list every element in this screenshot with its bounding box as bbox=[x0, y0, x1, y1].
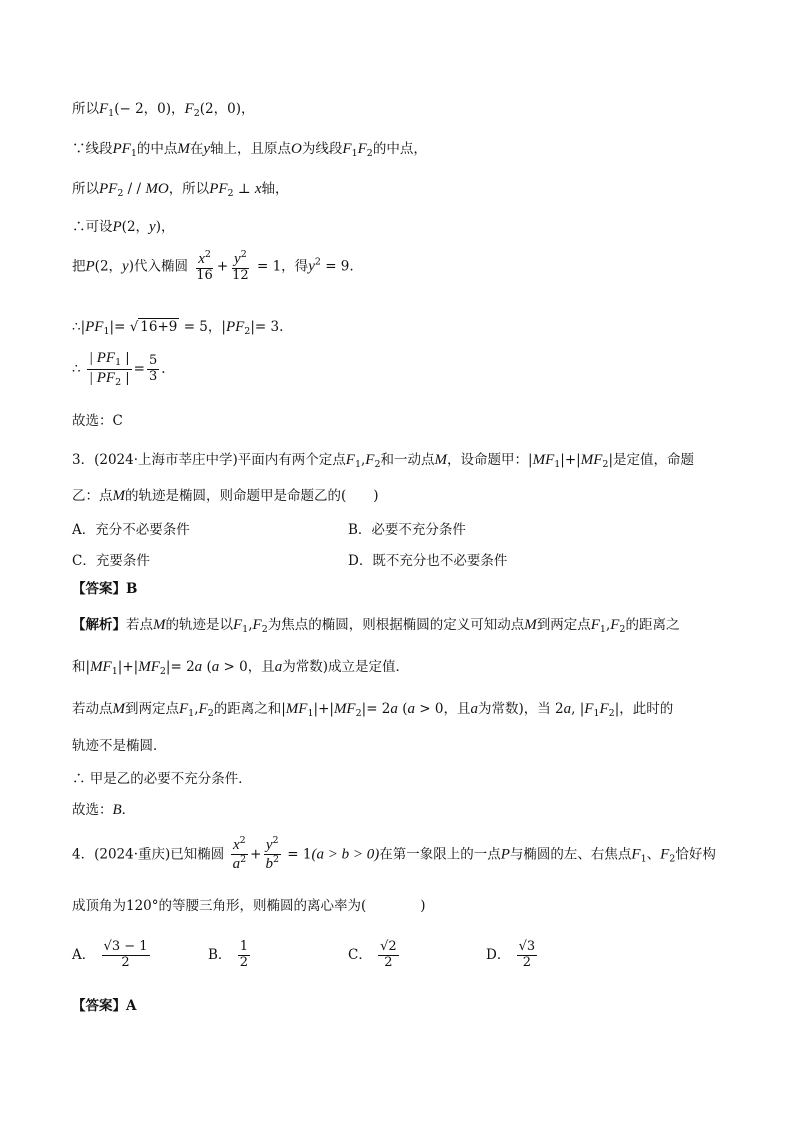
q4-option-d bbox=[486, 940, 539, 971]
solution-line-7 bbox=[72, 350, 166, 389]
text: > 0，且 bbox=[419, 701, 471, 717]
text: = 5，| bbox=[183, 319, 226, 335]
text: |= 3 bbox=[250, 319, 280, 335]
text: 乙：点 bbox=[72, 488, 113, 504]
numerator: 1 bbox=[239, 939, 248, 954]
plus-sign: + bbox=[216, 258, 229, 275]
text: | bbox=[121, 370, 130, 386]
text: )代入椭圆 bbox=[128, 258, 188, 275]
text: , bbox=[605, 617, 611, 633]
text: ，设命题甲：| bbox=[447, 452, 533, 468]
fraction-x2-a2 bbox=[231, 836, 249, 874]
text: 为常数)，当 2 bbox=[477, 701, 564, 717]
text: 把 bbox=[72, 258, 86, 275]
period: . bbox=[349, 258, 354, 275]
text: |是定值，命题 bbox=[608, 452, 694, 468]
var: y bbox=[265, 837, 273, 853]
q3-analysis-line-2 bbox=[72, 658, 409, 677]
subscript: 1 bbox=[307, 708, 314, 719]
denominator: 2 bbox=[239, 954, 248, 970]
var: PF bbox=[112, 141, 131, 157]
denominator: 3 bbox=[148, 368, 158, 384]
superscript: 2 bbox=[272, 854, 279, 866]
var: F bbox=[252, 617, 262, 633]
var: MO bbox=[145, 181, 169, 197]
superscript: 2 bbox=[240, 249, 247, 260]
subscript: 1 bbox=[188, 708, 195, 719]
fraction-x2-16 bbox=[194, 250, 215, 284]
subscript: 1 bbox=[103, 326, 110, 337]
text: 、 bbox=[646, 846, 661, 863]
text: (2， bbox=[121, 219, 150, 235]
sqrt: √ 16+9 bbox=[129, 319, 178, 335]
fraction-pf-ratio bbox=[87, 350, 132, 389]
var: F bbox=[179, 701, 189, 717]
period: . bbox=[279, 319, 284, 335]
solution-line-4 bbox=[72, 218, 174, 236]
q3-option-c: C．充要条件 bbox=[72, 553, 150, 569]
subscript: 1 bbox=[130, 148, 137, 159]
q4-answer: 【答案】A bbox=[72, 998, 137, 1014]
var: M bbox=[112, 488, 125, 504]
q3-option-a: A．充分不必要条件 bbox=[72, 522, 190, 538]
text: ( bbox=[402, 701, 408, 717]
denominator: 16 bbox=[196, 268, 213, 284]
text: 的轨迹是椭圆，则命题甲是命题乙的( ) bbox=[125, 488, 379, 504]
numerator: √3 − 1 bbox=[103, 939, 148, 954]
text: )， bbox=[155, 219, 175, 235]
text: (2， bbox=[94, 258, 123, 275]
text: ∴| bbox=[72, 319, 86, 335]
var: F bbox=[599, 701, 609, 717]
var: a bbox=[232, 856, 241, 873]
option-c-fraction bbox=[378, 940, 399, 971]
var: F bbox=[631, 846, 641, 863]
var: x bbox=[254, 181, 262, 197]
var: F bbox=[198, 701, 208, 717]
solution-line-5 bbox=[72, 250, 354, 284]
var: M bbox=[524, 617, 537, 633]
q4-option-b bbox=[208, 940, 252, 971]
subscript: 1 bbox=[115, 357, 122, 368]
var: y bbox=[203, 141, 211, 157]
var: a bbox=[470, 701, 478, 717]
q3-option-b: B．必要不充分条件 bbox=[348, 522, 466, 538]
var: M bbox=[434, 452, 448, 468]
var: a bbox=[563, 701, 572, 717]
var: F bbox=[590, 617, 600, 633]
numerator: √3 bbox=[518, 939, 536, 954]
text: 3．(2024·上海市莘庄中学)平面内有两个定点 bbox=[72, 452, 346, 468]
subscript: 1 bbox=[354, 459, 361, 470]
var: MF bbox=[532, 452, 555, 468]
var: | PF bbox=[88, 350, 116, 366]
subscript: 2 bbox=[117, 188, 124, 199]
var: a bbox=[194, 659, 203, 675]
subscript: 1 bbox=[640, 853, 647, 865]
text: |= 2 bbox=[165, 659, 195, 675]
text: ，所以 bbox=[168, 181, 210, 197]
option-b-fraction bbox=[238, 940, 250, 971]
text: 若点 bbox=[126, 617, 153, 633]
var: M bbox=[153, 617, 166, 633]
subscript: 2 bbox=[608, 708, 615, 719]
superscript: 2 bbox=[272, 835, 279, 846]
q3-analysis-line-4: 轨迹不是椭圆． bbox=[72, 738, 167, 754]
var: x bbox=[198, 251, 205, 267]
text: 为常数)成立是定值． bbox=[282, 659, 410, 675]
var: PF bbox=[85, 319, 104, 335]
var: B bbox=[112, 802, 122, 818]
numerator: √2 bbox=[380, 939, 397, 954]
subscript: 2 bbox=[355, 708, 362, 719]
var: F bbox=[365, 452, 375, 468]
text: 到两定点 bbox=[125, 701, 179, 717]
denominator: 2 bbox=[522, 954, 532, 970]
text: 与椭圆的左、右焦点 bbox=[509, 846, 632, 863]
text: 的距离之 bbox=[625, 617, 680, 633]
text: 的距离之和| bbox=[213, 701, 286, 717]
text: 的中点， bbox=[372, 141, 427, 157]
var: a bbox=[274, 659, 283, 675]
option-label: A． bbox=[72, 946, 96, 963]
parallel-sign: / / bbox=[127, 181, 142, 197]
fraction-y2-12 bbox=[230, 250, 251, 284]
var: O bbox=[291, 141, 302, 157]
fraction-5-3 bbox=[147, 354, 159, 385]
var: b bbox=[265, 856, 273, 873]
var: F bbox=[610, 617, 620, 633]
subscript: 1 bbox=[599, 624, 606, 635]
option-label: C． bbox=[348, 946, 372, 963]
var: PF bbox=[99, 181, 118, 197]
text: |= 2 bbox=[361, 701, 391, 717]
denominator: 2 bbox=[121, 954, 130, 970]
var: | PF bbox=[88, 369, 116, 386]
var: P bbox=[85, 258, 95, 275]
text: = 1 bbox=[287, 846, 312, 863]
text: |+| bbox=[313, 701, 334, 717]
text: 轴上，且原点 bbox=[210, 141, 292, 157]
var: x bbox=[232, 837, 240, 853]
text: |+| bbox=[117, 659, 139, 675]
var: y bbox=[308, 258, 315, 275]
option-label: B． bbox=[208, 946, 232, 963]
solution-line-3 bbox=[72, 180, 289, 199]
text: 和| bbox=[72, 659, 91, 675]
text: 若动点 bbox=[72, 701, 113, 717]
superscript: 2 bbox=[314, 256, 321, 268]
var-f: F bbox=[99, 101, 109, 117]
superscript: 2 bbox=[204, 249, 211, 260]
q3-stem-line-1 bbox=[72, 451, 694, 470]
text: ． bbox=[121, 802, 136, 818]
fraction-y2-b2 bbox=[263, 836, 281, 874]
subscript: 2 bbox=[374, 459, 381, 470]
text: 所以 bbox=[72, 101, 99, 117]
var: a bbox=[390, 701, 398, 717]
var: a bbox=[407, 701, 415, 717]
var: P bbox=[500, 846, 510, 863]
var: F bbox=[342, 141, 352, 157]
subscript: 2 bbox=[207, 708, 214, 719]
var: y bbox=[234, 251, 241, 267]
text: , bbox=[361, 452, 366, 468]
text: |，此时的 bbox=[614, 701, 674, 717]
var: F bbox=[233, 617, 243, 633]
subscript: 2 bbox=[619, 624, 626, 635]
var: M bbox=[177, 141, 190, 157]
radicand: 16+9 bbox=[140, 319, 178, 335]
var-f: F bbox=[184, 101, 194, 117]
var: PF bbox=[225, 319, 245, 335]
text: 故选： bbox=[72, 802, 113, 818]
subscript: 2 bbox=[366, 148, 373, 159]
solution-line-1 bbox=[72, 100, 254, 119]
q3-analysis-line-1 bbox=[72, 616, 679, 635]
q4-option-c bbox=[348, 940, 401, 971]
var: MF bbox=[580, 452, 603, 468]
var: F bbox=[584, 701, 594, 717]
text: > 0，且 bbox=[223, 659, 275, 675]
var: MF bbox=[138, 659, 160, 675]
subscript: 2 bbox=[602, 459, 609, 470]
text: , bbox=[194, 701, 199, 717]
subscript: 2 bbox=[244, 326, 251, 337]
text: = 9 bbox=[325, 258, 350, 275]
var: P bbox=[112, 219, 122, 235]
text: ∵线段 bbox=[72, 141, 113, 157]
text: 到两定点 bbox=[536, 617, 591, 633]
subscript: 2 bbox=[261, 624, 268, 635]
text: 为焦点的椭圆，则根据椭圆的定义可知动点 bbox=[267, 617, 525, 633]
text: 和一动点 bbox=[380, 452, 435, 468]
var: a bbox=[211, 659, 220, 675]
superscript: 2 bbox=[240, 854, 247, 866]
text: ∴可设 bbox=[72, 219, 113, 235]
numerator: 5 bbox=[148, 352, 158, 368]
text: (− 2，0)， bbox=[114, 101, 185, 117]
analysis-tag: 【解析】 bbox=[72, 617, 126, 633]
option-a-fraction bbox=[102, 940, 150, 971]
subscript: 2 bbox=[227, 188, 234, 199]
text: |+| bbox=[560, 452, 581, 468]
text: | bbox=[121, 351, 130, 366]
subscript: 1 bbox=[351, 148, 358, 159]
denominator: 12 bbox=[232, 268, 249, 284]
var: PF bbox=[209, 181, 228, 197]
option-label: D． bbox=[486, 946, 511, 963]
text: 在 bbox=[189, 141, 204, 157]
subscript: 1 bbox=[554, 459, 561, 470]
text: , bbox=[248, 617, 253, 633]
superscript: 2 bbox=[239, 835, 246, 846]
text: 恰好构 bbox=[675, 846, 716, 863]
equals-sign: = bbox=[133, 360, 145, 377]
subscript: 1 bbox=[111, 666, 118, 677]
q3-analysis-line-6 bbox=[72, 801, 135, 819]
var: MF bbox=[333, 701, 356, 717]
text: |= bbox=[109, 319, 126, 335]
q3-option-d: D．既不充分也不必要条件 bbox=[348, 553, 508, 569]
subscript: 2 bbox=[193, 108, 200, 119]
therefore-sign: ∴ bbox=[72, 360, 81, 377]
var: F bbox=[357, 141, 367, 157]
subscript: 2 bbox=[159, 666, 166, 677]
q3-analysis-line-5: ∴ 甲是乙的必要不充分条件． bbox=[72, 771, 252, 787]
subscript: 2 bbox=[669, 853, 676, 865]
text: 的轨迹是以 bbox=[165, 617, 233, 633]
var: F bbox=[660, 846, 670, 863]
plus-sign: + bbox=[250, 846, 262, 863]
q3-answer: 【答案】B bbox=[72, 581, 138, 597]
var: y bbox=[122, 258, 129, 275]
option-d-fraction bbox=[517, 940, 538, 971]
q3-stem-line-2 bbox=[72, 487, 379, 505]
text: = 1，得 bbox=[256, 258, 309, 275]
text: 在第一象限上的一点 bbox=[379, 846, 501, 863]
q3-analysis-line-3 bbox=[72, 700, 673, 719]
perp-sign: ⊥ bbox=[237, 181, 251, 197]
subscript: 1 bbox=[242, 624, 249, 635]
var: M bbox=[112, 701, 125, 717]
var: F bbox=[345, 452, 355, 468]
solution-line-6 bbox=[72, 318, 283, 337]
text: ( bbox=[206, 659, 212, 675]
q4-option-a bbox=[72, 940, 152, 971]
var: y bbox=[149, 219, 156, 235]
condition: (a > b > 0) bbox=[311, 846, 380, 863]
text: 轴， bbox=[261, 181, 289, 197]
text: 的中点 bbox=[136, 141, 178, 157]
var: MF bbox=[285, 701, 308, 717]
denominator: 2 bbox=[384, 954, 393, 970]
subscript: 1 bbox=[108, 108, 115, 119]
text: (2，0)， bbox=[199, 101, 255, 117]
solution-line-2 bbox=[72, 140, 427, 159]
text: 所以 bbox=[72, 181, 99, 197]
period: . bbox=[161, 360, 166, 377]
var: MF bbox=[90, 659, 112, 675]
text: 4．(2024·重庆)已知椭圆 bbox=[72, 846, 225, 863]
subscript: 1 bbox=[593, 708, 600, 719]
solution-line-8: 故选：C bbox=[72, 413, 123, 429]
text: 为线段 bbox=[301, 141, 343, 157]
q4-stem-line-2: 成顶角为120°的等腰三角形，则椭圆的离心率为( ) bbox=[72, 898, 426, 914]
subscript: 2 bbox=[115, 376, 122, 388]
q4-stem-line-1 bbox=[72, 836, 716, 874]
text: , | bbox=[571, 701, 585, 717]
